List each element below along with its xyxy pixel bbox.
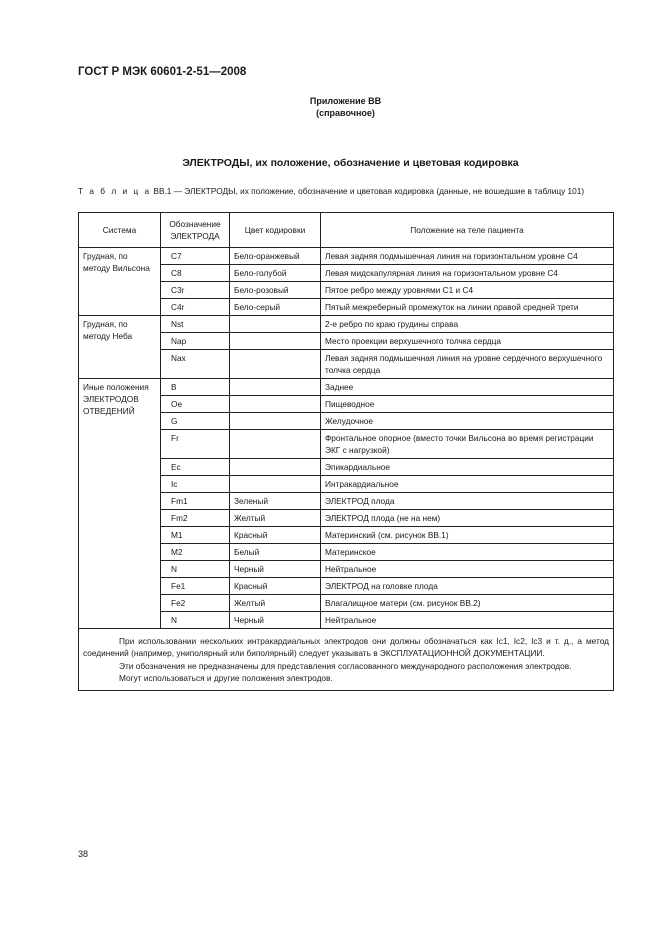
position-cell: Материнский (см. рисунок ВВ.1): [321, 527, 614, 544]
position-cell: 2-е ребро по краю грудины справа: [321, 316, 614, 333]
table-caption: [78, 185, 614, 198]
table-notes-row: [79, 629, 614, 691]
color-cell: Бело-голубой: [230, 265, 321, 282]
code-cell: Nap: [161, 333, 230, 350]
code-cell: Ec: [161, 459, 230, 476]
appendix-title: Приложение ВВ: [309, 96, 382, 106]
system-cell: Иные положения ЭЛЕКТРОДОВ ОТВЕДЕНИЙ: [79, 379, 161, 629]
color-cell: Черный: [230, 561, 321, 578]
color-cell: [230, 413, 321, 430]
color-cell: Желтый: [230, 595, 321, 612]
appendix-subtitle: (справочное): [316, 108, 375, 118]
code-cell: Oe: [161, 396, 230, 413]
system-cell: Грудная, по методу Неба: [79, 316, 161, 379]
color-cell: Красный: [230, 527, 321, 544]
page-number: 38: [78, 849, 89, 859]
color-cell: Бело-оранжевый: [230, 248, 321, 265]
color-cell: [230, 476, 321, 493]
col-color: Цвет кодировки: [230, 213, 321, 248]
code-cell: G: [161, 413, 230, 430]
position-cell: Левая мидскапулярная линия на горизонтальном уровне С4: [321, 265, 614, 282]
color-cell: Бело-серый: [230, 299, 321, 316]
position-cell: ЭЛЕКТРОД плода: [321, 493, 614, 510]
code-cell: M2: [161, 544, 230, 561]
table-notes: [79, 629, 614, 691]
position-cell: ЭЛЕКТРОД на головке плода: [321, 578, 614, 595]
system-cell: Грудная, по методу Вильсона: [79, 248, 161, 316]
code-cell: Fe2: [161, 595, 230, 612]
color-cell: [230, 459, 321, 476]
position-cell: Желудочное: [321, 413, 614, 430]
code-cell: C3r: [161, 282, 230, 299]
color-cell: [230, 396, 321, 413]
code-cell: C8: [161, 265, 230, 282]
position-cell: Нейтральное: [321, 561, 614, 578]
position-cell: ЭЛЕКТРОД плода (не на нем): [321, 510, 614, 527]
note-1: При использовании нескольких интракардиальных электродов они должны обозначаться как Ic1, Ic2, Ic3 и т. д., а метод соединений (например, униполярный или биполярный) следует указывать в ЭКСПЛУАТАЦИОННОЙ ДОКУМЕНТАЦИИ.: [83, 636, 609, 659]
col-system: Система: [79, 213, 161, 248]
color-cell: Бело-розовый: [230, 282, 321, 299]
electrodes-table: [78, 212, 614, 691]
code-cell: C7: [161, 248, 230, 265]
note-3: Могут использоваться и другие положения электродов.: [119, 672, 333, 683]
color-cell: [230, 333, 321, 350]
code-cell: Fm1: [161, 493, 230, 510]
color-cell: [230, 430, 321, 459]
code-cell: Fm2: [161, 510, 230, 527]
color-cell: Зеленый: [230, 493, 321, 510]
position-cell: Влагалищное матери (см. рисунок ВВ.2): [321, 595, 614, 612]
code-cell: Fr: [161, 430, 230, 459]
code-cell: Ic: [161, 476, 230, 493]
color-cell: Черный: [230, 612, 321, 629]
table-caption-prefix: Т а б л и ц а: [78, 186, 152, 196]
color-cell: [230, 316, 321, 333]
position-cell: Пятое ребро между уровнями С1 и С4: [321, 282, 614, 299]
position-cell: Фронтальное опорное (вместо точки Вильсона во время регистрации ЭКГ с нагрузкой): [321, 430, 614, 459]
position-cell: Пятый межреберный промежуток на линии правой средней трети: [321, 299, 614, 316]
table-row: [79, 316, 614, 333]
color-cell: Белый: [230, 544, 321, 561]
color-cell: [230, 379, 321, 396]
position-cell: Интракардиальное: [321, 476, 614, 493]
table-caption-text: ВВ.1 — ЭЛЕКТРОДЫ, их положение, обозначение и цветовая кодировка (данные, не вошедшие в таблицу 101): [151, 186, 585, 196]
code-cell: N: [161, 612, 230, 629]
color-cell: Красный: [230, 578, 321, 595]
position-cell: Эпикардиальное: [321, 459, 614, 476]
position-cell: Место проекции верхушечного толчка сердца: [321, 333, 614, 350]
position-cell: Левая задняя подмышечная линия на горизонтальном уровне С4: [321, 248, 614, 265]
code-cell: M1: [161, 527, 230, 544]
code-cell: C4r: [161, 299, 230, 316]
col-position: Положение на теле пациента: [321, 213, 614, 248]
document-header: ГОСТ Р МЭК 60601-2-51—2008: [78, 66, 247, 78]
code-cell: Nst: [161, 316, 230, 333]
col-code: Обозначение ЭЛЕКТРОДА: [161, 213, 230, 248]
note-2: Эти обозначения не предназначены для представления согласованного международного расположения электродов.: [119, 660, 572, 671]
color-cell: [230, 350, 321, 379]
position-cell: Пищеводное: [321, 396, 614, 413]
code-cell: Nax: [161, 350, 230, 379]
code-cell: Fe1: [161, 578, 230, 595]
table-row: [79, 379, 614, 396]
position-cell: Нейтральное: [321, 612, 614, 629]
section-title: ЭЛЕКТРОДЫ, их положение, обозначение и цветовая кодировка: [182, 157, 519, 169]
position-cell: Материнское: [321, 544, 614, 561]
code-cell: N: [161, 561, 230, 578]
code-cell: B: [161, 379, 230, 396]
position-cell: Левая задняя подмышечная линия на уровне сердечного верхушечного толчка сердца: [321, 350, 614, 379]
color-cell: Желтый: [230, 510, 321, 527]
table-row: [79, 248, 614, 265]
position-cell: Заднее: [321, 379, 614, 396]
table-header-row: [79, 213, 614, 248]
